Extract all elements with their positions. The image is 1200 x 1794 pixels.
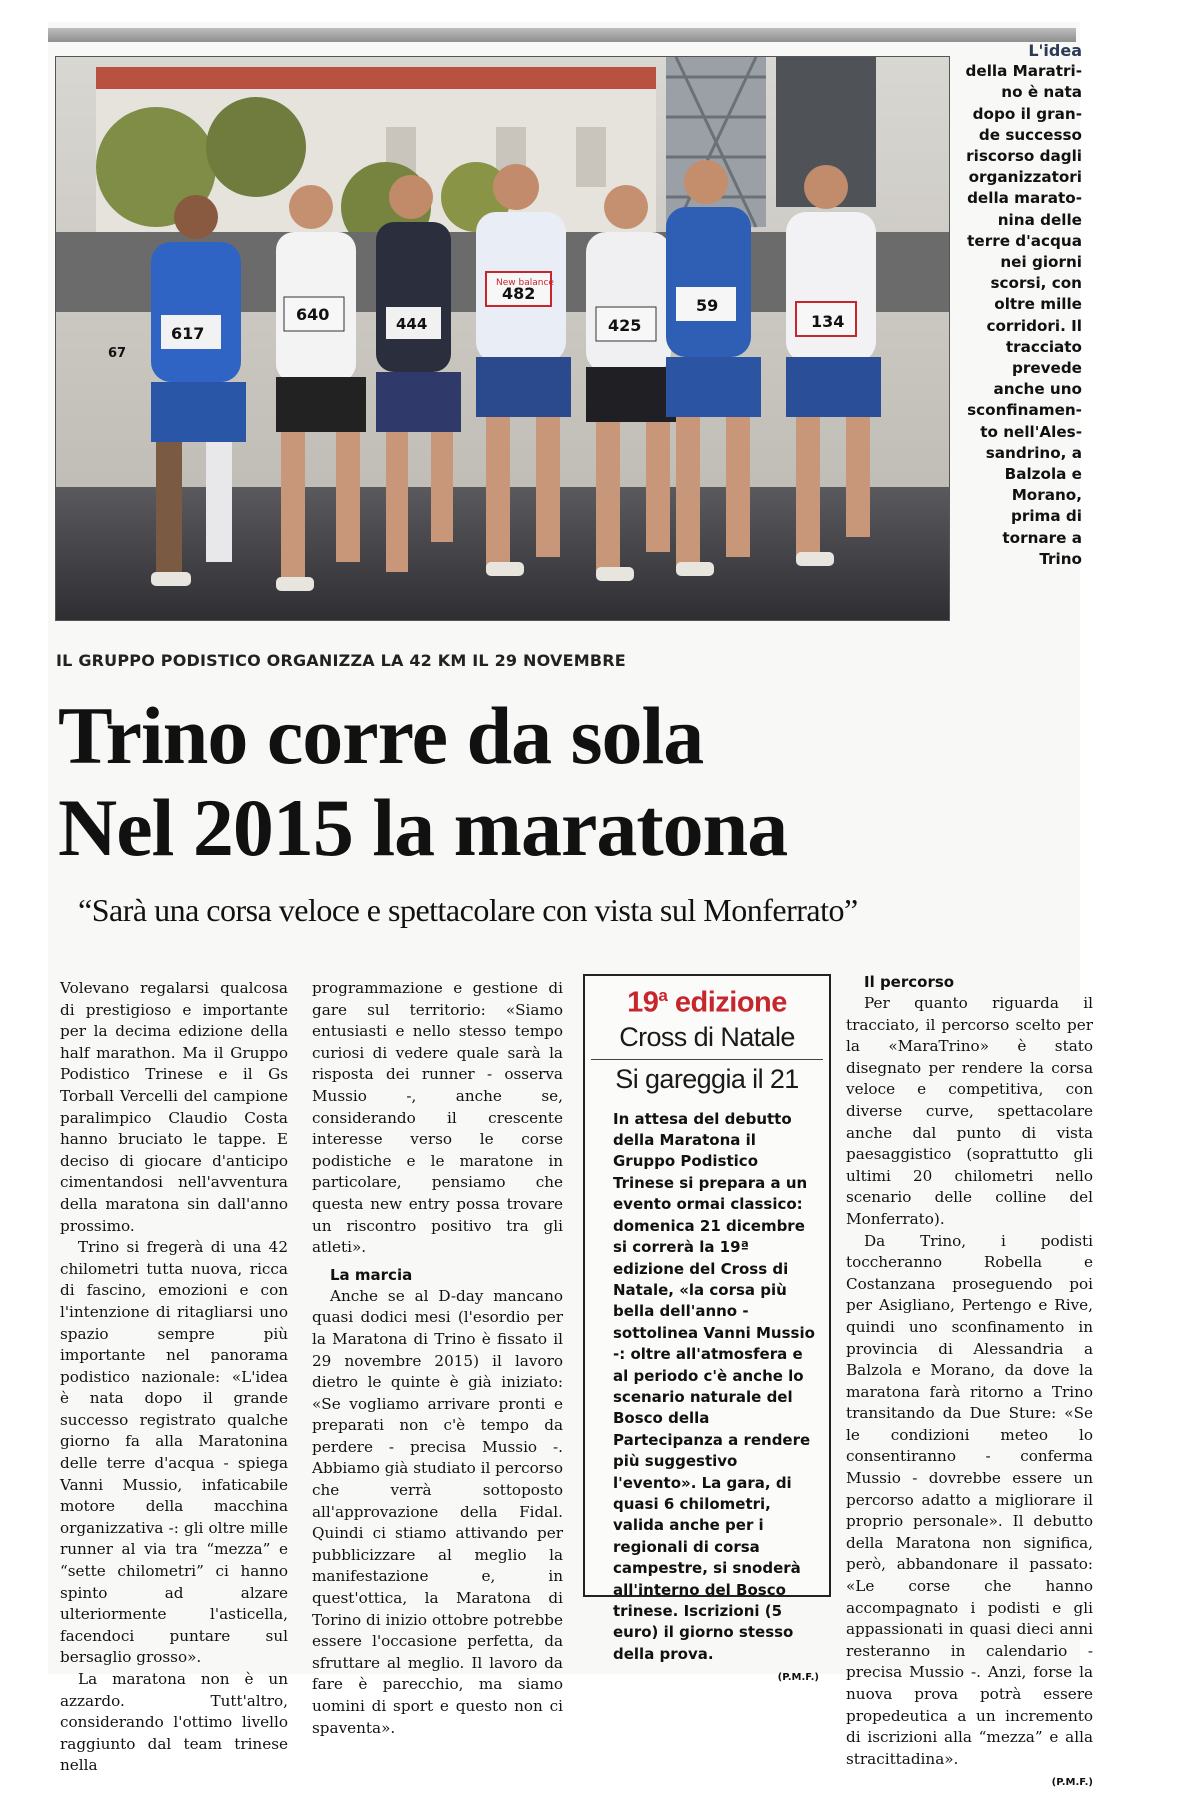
bib-640: 640 (296, 305, 330, 324)
caption-lead: L'idea (1028, 41, 1082, 60)
page-margin (1100, 0, 1200, 1698)
box-body-text: In attesa del debutto della Maratona il Gruppo Podistico Trinese si prepara a un evento ormai classico: domenica 21 dicembre si correrà la 19ª edizione del Cross di Natale, «la corsa più bella dell'anno - sottolinea Vanni Mussio -: oltre all'atmosfera e al periodo c'è anche lo scenario naturale del Bosco della Partecipanza a rendere più suggestivo l'evento». La gara, di quasi 6 chilometri, valida anche per i regionali di corsa campestre, si snoderà all'interno del Bosco trinese. Iscrizioni (5 euro) il giorno stesso della prova. (613, 1109, 815, 1663)
bib-banner-text: New balance (496, 278, 554, 288)
box-signature: (P.M.F.) (777, 1672, 819, 1684)
caption-line: nei giorni (1000, 253, 1082, 272)
caption-line: Morano, (1011, 486, 1082, 505)
sidebar-box-cross-di-natale (583, 974, 831, 1684)
caption-line: scorsi, con (990, 274, 1082, 293)
top-rule (48, 28, 1076, 42)
caption-line: tornare a (1002, 528, 1082, 547)
caption-line: tracciato (1005, 337, 1082, 356)
bib-482: 482 (502, 284, 536, 303)
subheadline: “Sarà una corsa veloce e spettacolare con vista sul Monferrato” (78, 892, 858, 928)
headline (58, 690, 787, 874)
kicker: IL GRUPPO PODISTICO ORGANIZZA LA 42 KM IL 29 NOVEMBRE (56, 651, 626, 670)
caption-line: to nell'Ales- (980, 422, 1082, 441)
bib-59: 59 (696, 296, 719, 315)
article-column-2 (312, 978, 563, 1739)
caption-line: no è nata (1001, 83, 1082, 102)
caption-line: riscorso dagli (966, 147, 1082, 166)
paragraph: La maratona non è un azzardo. Tutt'altro, considerando l'ottimo livello raggiunto dal team trinese nella (60, 1670, 288, 1775)
caption-line: Balzola e (1004, 465, 1082, 484)
article-signature: (P.M.F.) (1051, 1777, 1093, 1789)
caption-line: prevede (1011, 359, 1082, 378)
section-heading-il-percorso: Il percorso (864, 973, 955, 991)
paragraph: Da Trino, i podisti toccheranno Robella e Costanzana proseguendo poi per Asigliano, Pertengo e Rive, quindi uno sconfinamento in provincia di Alessandria a Balzola e Morano, da dove la maratona farà ritorno a Trino transitando da Due Sture: «Se le condizioni meteo lo consentiranno - conferma Mussio - dovrebbe essere un percorso adatto a migliorare il proprio personale». Il debutto della Maratona non significa, però, abbandonare il passato: «Le corse che hanno accompagnato i podisti e gli appassionati in quasi dieci anni resteranno in calendario - precisa Mussio -. Anzi, forse la nuova prova potrà essere propedeutica a un incremento di iscrizioni alla “mezza” e alla stracittadina». (846, 1231, 1093, 1768)
caption-line: corridori. Il (986, 316, 1082, 335)
caption-line: dopo il gran- (972, 104, 1082, 123)
box-body (613, 1109, 819, 1689)
runners-illustration (56, 57, 949, 620)
bib-134: 134 (811, 312, 845, 331)
edition-label (585, 986, 829, 1020)
article-column-4 (846, 972, 1093, 1794)
article-column-1 (60, 978, 288, 1777)
box-title-2: Si gareggia il 21 (615, 1063, 799, 1094)
caption-line: prima di (1010, 507, 1082, 526)
caption-line: nina delle (997, 210, 1082, 229)
caption-line: sandrino, a (985, 443, 1082, 462)
bib-444: 444 (396, 315, 428, 333)
paragraph: Volevano regalarsi qualcosa di prestigioso e importante per la decima edizione della half marathon. Ma il Gruppo Podistico Trinese e il Gs Torball Vercelli del campione paralimpico Claudio Costa hanno bruciato le tappe. E deciso di giocare d'anticipo cimentandosi nell'avventura della maratona sin dall'anno prossimo. (60, 979, 288, 1235)
bib-425: 425 (608, 316, 642, 335)
paragraph: Trino si fregerà di una 42 chilometri tutta nuova, ricca di fascino, emozioni e con l'intenzione di ritagliarsi uno spazio sempre più importante nel panorama podistico nazionale: «L'idea è nata dopo il grande successo registrato qualche giorno fa alla Maratonina delle terre d'acqua - spiega Vanni Mussio, infaticabile motore della macchina organizzativa -: gli oltre mille runner al via tra “mezza” e “sette chilometri” ci hanno spinto ad alzare ulteriormente l'asticella, facendoci puntare sul bersaglio grosso». (60, 1238, 288, 1667)
marathon-photo (55, 56, 950, 621)
caption-line: organizzatori (968, 168, 1082, 187)
edition-number: 19 (627, 986, 659, 1019)
edition-word: edizione (674, 986, 787, 1019)
caption-line: de successo (978, 125, 1082, 144)
paragraph: Per quanto riguarda il tracciato, il percorso scelto per la «MaraTrino» è stato disegnato per rendere la corsa veloce e competitiva, con diverse curve, spettacolare anche dal punto di vista paesaggistico (soprattutto gli ultimi 20 chilometri nello scenario delle colline del Monferrato). (846, 994, 1093, 1228)
caption-line: della marato- (967, 189, 1082, 208)
caption-line: della Maratri- (965, 62, 1082, 81)
caption-line: Trino (1039, 549, 1082, 568)
bib-617: 617 (171, 324, 205, 343)
section-heading-la-marcia: La marcia (330, 1265, 413, 1284)
box-title-1: Cross di Natale (619, 1021, 795, 1052)
headline-line-2: Nel 2015 la maratona (58, 782, 788, 873)
paragraph: programmazione e gestione di gare sul territorio: «Siamo entusiasti e nello stesso tempo curiosi di vedere quale sarà la risposta dei runner - osserva Mussio -, anche se, considerando il crescente interesse verso le corse podistiche e le maratone in particolare, pensiamo che questa new entry possa trovare un riscontro positivo tra gli atleti». (312, 979, 563, 1257)
paragraph: Anche se al D-day mancano quasi dodici mesi (l'esordio per la Maratona di Trino è fissato il 29 novembre 2015) il lavoro dietro le quinte è già iniziato: «Se vogliamo arrivare pronti e preparati non c'è tempo da perdere - precisa Mussio -. Abbiamo già studiato il percorso che verrà sottoposto all'approvazione della Fidal. Quindi ci stiamo attivando per pubblicizzare al meglio la manifestazione e, in quest'ottica, la Maratona di Torino di inizio ottobre potrebbe essere l'occasione perfetta, da sfruttare al meglio. Il lavoro da fare è parecchio, ma siamo uomini di sport e questo non ci spaventa». (312, 1286, 563, 1737)
edition-sup: a (658, 986, 668, 1005)
bib-67: 67 (108, 346, 127, 361)
photo-caption (952, 40, 1082, 570)
caption-line: terre d'acqua (967, 231, 1082, 250)
headline-line-1: Trino corre da sola (58, 690, 704, 781)
box-divider (591, 1059, 823, 1060)
caption-line: anche uno (993, 380, 1082, 399)
caption-line: sconfinamen- (967, 401, 1082, 420)
caption-line: oltre mille (994, 295, 1082, 314)
